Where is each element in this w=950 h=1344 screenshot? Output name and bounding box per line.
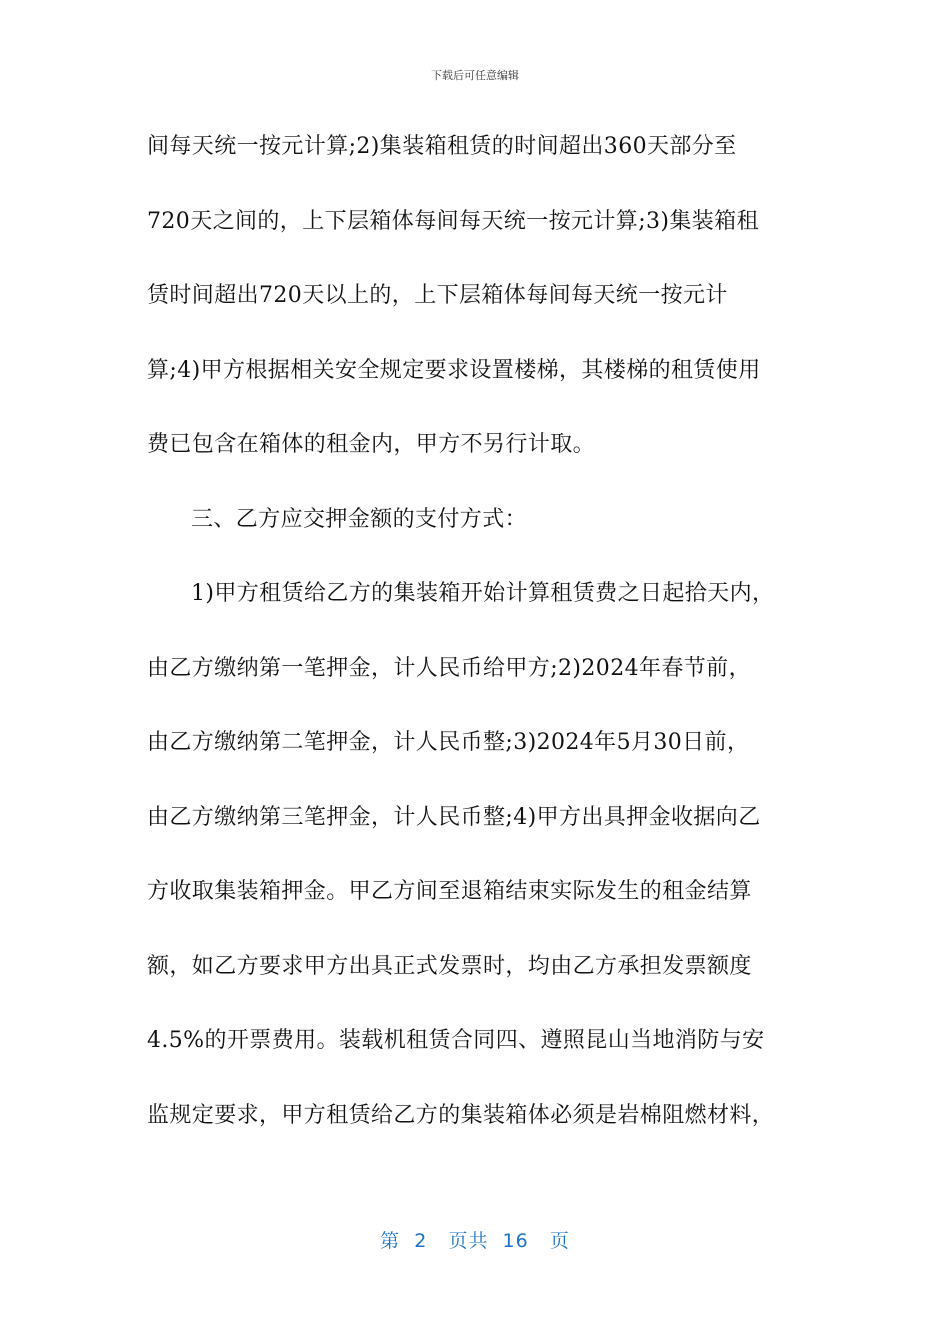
paragraph-line: 720天之间的，上下层箱体每间每天统一按元计算;3)集装箱租	[147, 208, 759, 234]
paragraph-line: 由乙方缴纳第三笔押金，计人民币整;4)甲方出具押金收据向乙	[147, 804, 761, 830]
paragraph-line: 赁时间超出720天以上的，上下层箱体每间每天统一按元计	[147, 283, 728, 308]
paragraph-line: 额，如乙方要求甲方出具正式发票时，均由乙方承担发票额度	[147, 953, 752, 979]
paragraph-line: 监规定要求，甲方租赁给乙方的集装箱体必须是岩棉阻燃材料，	[147, 1102, 775, 1128]
paragraph-line: 由乙方缴纳第一笔押金，计人民币给甲方;2)2024年春节前，	[147, 655, 751, 681]
paragraph-line: 算;4)甲方根据相关安全规定要求设置楼梯，其楼梯的租赁使用	[147, 357, 761, 383]
header-note: 下载后可任意编辑	[431, 69, 519, 82]
paragraph-line: 间每天统一按元计算;2)集装箱租赁的时间超出360天部分至	[147, 134, 737, 159]
page-number-footer: 第 2 页共 16 页	[380, 1230, 570, 1252]
paragraph-line: 1)甲方租赁给乙方的集装箱开始计算租赁费之日起拾天内，	[191, 581, 775, 606]
paragraph-line: 费已包含在箱体的租金内，甲方不另行计取。	[147, 432, 596, 457]
section-heading: 三、乙方应交押金额的支付方式：	[191, 506, 528, 532]
paragraph-line: 4.5%的开票费用。装载机租赁合同四、遵照昆山当地消防与安	[147, 1028, 765, 1053]
document-body	[147, 125, 812, 1168]
paragraph-line: 方收取集装箱押金。甲乙方间至退箱结束实际发生的租金结算	[147, 879, 752, 904]
paragraph-line: 由乙方缴纳第二笔押金，计人民币整;3)2024年5月30日前，	[147, 730, 750, 755]
